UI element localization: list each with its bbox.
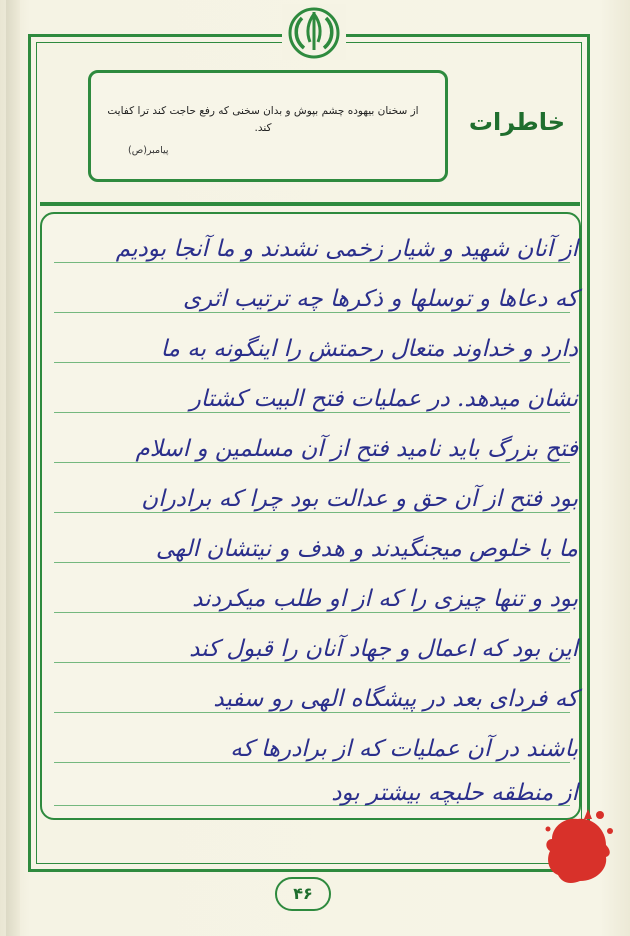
header-divider <box>40 202 580 206</box>
page-binding-edge <box>6 0 20 936</box>
handwritten-line: نشان میدهد. در عملیات فتح البیت کشتار <box>189 386 578 412</box>
handwritten-line: که دعاها و توسلها و ذکرها چه ترتیب اثری <box>183 286 578 312</box>
ruled-line <box>54 512 570 513</box>
ruled-line <box>54 662 570 663</box>
ruled-line <box>54 262 570 263</box>
ruled-line <box>54 362 570 363</box>
handwritten-line: از آنان شهید و شیار زخمی نشدند و ما آنجا بودیم <box>115 236 578 262</box>
handwritten-line: دارد و خداوند متعال رحمتش را اینگونه به ما <box>160 336 578 362</box>
ruled-line <box>54 412 570 413</box>
quote-text: از سخنان بیهوده چشم بپوش و بدان سخنی که رفع حاجت کند ترا کفایت کند. <box>107 105 419 134</box>
ruled-line <box>54 562 570 563</box>
page-number: ۴۶ <box>275 877 331 911</box>
handwritten-line: فتح بزرگ باید نامید فتح از آن مسلمین و اسلام <box>135 436 578 462</box>
handwritten-line: بود و تنها چیزی را که از او طلب میکردند <box>192 586 578 612</box>
red-blot-icon <box>540 805 616 889</box>
ruled-line <box>54 462 570 463</box>
handwritten-line: که فردای بعد در پیشگاه الهی رو سفید <box>213 686 578 712</box>
quote-attribution: پیامبر(ص) <box>128 145 169 156</box>
ruled-line <box>54 312 570 313</box>
handwritten-line: از منطقه حلبچه بیشتر بود <box>331 780 578 806</box>
handwritten-line: باشند در آن عملیات که از برادرها که <box>230 736 578 762</box>
handwritten-line: بود فتح از آن حق و عدالت بود چرا که برادران <box>141 486 578 512</box>
handwritten-line: این بود که اعمال و جهاد آنان را قبول کند <box>189 636 578 662</box>
ruled-line <box>54 612 570 613</box>
ruled-line <box>54 762 570 763</box>
section-title: خاطرات <box>468 108 566 136</box>
ruled-line <box>54 712 570 713</box>
handwritten-line: ما با خلوص میجنگیدند و هدف و نیتشان الهی <box>155 536 578 562</box>
emblem-icon <box>282 4 346 60</box>
